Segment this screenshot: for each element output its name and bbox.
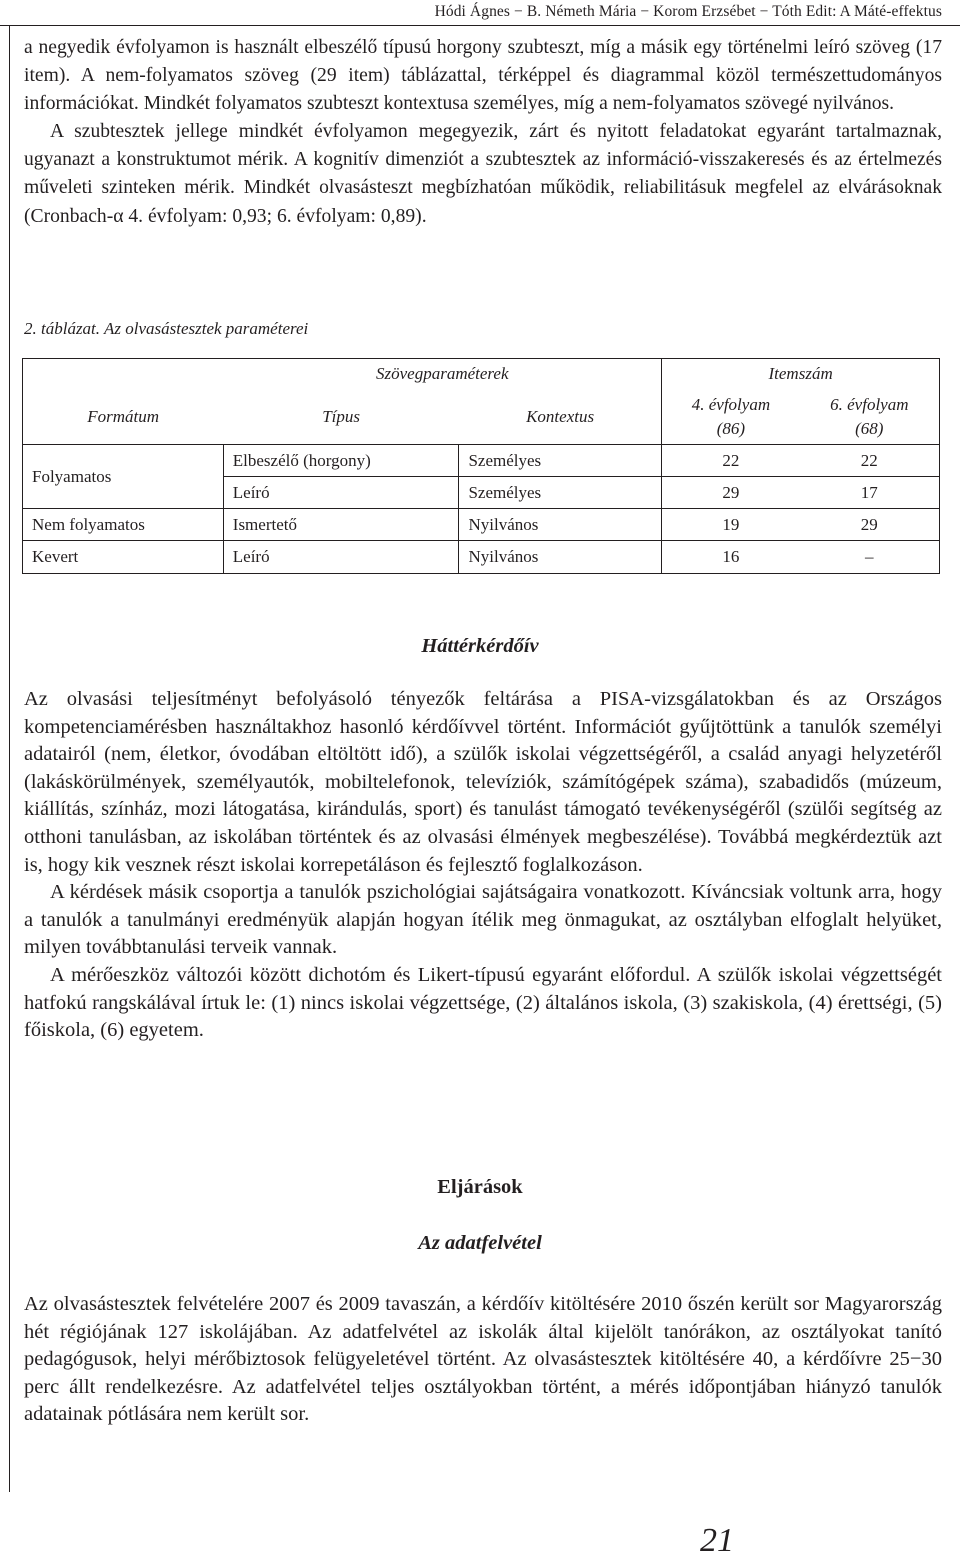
- table-row: [23, 445, 940, 477]
- background-questionnaire-heading: Háttérkérdőív: [421, 635, 539, 657]
- table-row: [23, 509, 940, 541]
- grade4-cell: 19: [662, 509, 800, 541]
- table-group-header-row: [23, 359, 940, 390]
- type-column-header: Típus: [223, 390, 459, 445]
- format-column-header: Formátum: [23, 390, 224, 445]
- context-cell: Nyilvános: [459, 509, 662, 541]
- intro-paragraph: a negyedik évfolyamon is használt elbeszélő típusú horgony szubteszt, míg a másik egy történelmi leíró szöveg (17 item). A nem-folyamatos szöveg (29 item) táblázattal, térképpel és diagrammal közöl természettudományos információkat. Mindkét folyamatos szubteszt kontextusa személyes, míg a nem-folyamatos szövegé nyilvános.: [24, 37, 942, 115]
- grade4-sample-size: (86): [716, 418, 746, 438]
- type-cell: Leíró: [223, 477, 459, 509]
- procedures-heading: Eljárások: [437, 1176, 523, 1198]
- running-header-text: Hódi Ágnes − B. Németh Mária − Korom Erzsébet − Tóth Edit: A Máté-effektus: [434, 3, 942, 20]
- left-margin-rule: [9, 26, 10, 1492]
- background-paragraph: A kérdések másik csoportja a tanulók pszichológiai sajátságaira vonatkozott. Kíváncsiak voltunk arra, hogy a tanulók a tanulmányi eredményük alapján hogyan ítélik meg önmagukat, az osztályban elfoglalt helyüket, milyen továbbtanulási terveik vannak.: [24, 881, 942, 959]
- procedures-text-block: [24, 1291, 942, 1429]
- context-cell: Személyes: [459, 445, 662, 477]
- format-cell-continuous: Folyamatos: [23, 445, 224, 509]
- grade6-column-header: [800, 390, 940, 445]
- grade6-cell: 22: [800, 445, 940, 477]
- grade6-cell: 17: [800, 477, 940, 509]
- text-parameters-header: Szövegparaméterek: [223, 359, 661, 390]
- data-collection-subheading: Az adatfelvétel: [418, 1232, 542, 1254]
- format-cell: Nem folyamatos: [23, 509, 224, 541]
- table-caption: 2. táblázat. Az olvasástesztek paraméterei: [24, 319, 309, 338]
- table-column-header-row: [23, 390, 940, 445]
- subtests-paragraph: A szubtesztek jellege mindkét évfolyamon megegyezik, zárt és nyitott feladatokat egyaránt tartalmaznak, ugyanazt a konstruktumot mérik. A kognitív dimenziót a szubtesztek az információ-visszakeresés és az értelmezés műveleti szinteken mérik. Mindkét olvasásteszt megbízhatóan működik, reliabilitásuk megfelel az elvárásoknak (Cronbach-α 4. évfolyam: 0,93; 6. évfolyam: 0,89).: [24, 121, 942, 227]
- intro-text-block: [24, 34, 942, 231]
- grade6-label: 6. évfolyam: [830, 394, 909, 414]
- format-cell: Kevert: [23, 541, 224, 574]
- type-cell: Ismertető: [223, 509, 459, 541]
- page-number: 21: [700, 1522, 734, 1559]
- context-cell: Nyilvános: [459, 541, 662, 574]
- grade6-cell: 29: [800, 509, 940, 541]
- grade4-cell: 29: [662, 477, 800, 509]
- grade4-column-header: [662, 390, 800, 445]
- grade4-label: 4. évfolyam: [691, 394, 771, 414]
- grade4-cell: 22: [662, 445, 800, 477]
- context-cell: Személyes: [459, 477, 662, 509]
- parameters-table: [22, 358, 940, 574]
- type-cell: Elbeszélő (horgony): [223, 445, 459, 477]
- background-text-block: [24, 686, 942, 1045]
- running-header: [0, 0, 960, 30]
- grade4-cell: 16: [662, 541, 800, 574]
- context-column-header: Kontextus: [459, 390, 662, 445]
- data-collection-paragraph: Az olvasástesztek felvételére 2007 és 2009 tavaszán, a kérdőív kitöltésére 2010 őszén került sor Magyarország hét régiójának 127 iskolájában. Az adatfelvétel az iskolák által kijelölt tanórákon, az osztályokat tanító pedagógusok, helyi mérőbiztosok felügyeletével történt. Az olvasástesztek kitöltésére 40, a kérdőívre 25−30 perc állt rendelkezésre. Az adatfelvétel teljes osztályokban történt, a mérés időpontjában hiányzó tanulók adatainak pótlására nem került sor.: [24, 1293, 942, 1426]
- grade6-sample-size: (68): [855, 418, 884, 438]
- table-row: [23, 541, 940, 574]
- item-count-header: Itemszám: [662, 359, 940, 390]
- grade6-cell: –: [800, 541, 940, 574]
- header-rule: [0, 25, 960, 26]
- type-cell: Leíró: [223, 541, 459, 574]
- background-paragraph: Az olvasási teljesítményt befolyásoló tényezők feltárása a PISA-vizsgálatokban és az Országos kompetenciamérésben használtakhoz hasonló kérdőívvel történt. Információt gyűjtöttünk a tanulók személyi adatairól (nem, életkor, óvodában eltöltött idő), a szülők iskolai végzettségéről, a család anyagi helyzetéről (lakáskörülmények, személyautók, mobiltelefonok, televíziók, számítógépek száma), szabadidős (múzeum, kiállítás, színház, mozi látogatása, kirándulás, sport) és tanulást támogató tevékenységéről (szülői segítség az otthoni tanulásban, az iskolában történtek és az olvasási élmények megbeszélése). Továbbá megkérdeztük azt is, hogy kik vesznek részt iskolai korrepetáláson és fejlesztő foglalkozáson.: [24, 688, 942, 876]
- background-paragraph: A mérőeszköz változói között dichotóm és Likert-típusú egyaránt előfordul. A szülők iskolai végzettségét hatfokú rangskálával írtuk le: (1) nincs iskolai végzettsége, (2) általános iskola, (3) szakiskola, (4) érettségi, (5) főiskola, (6) egyetem.: [24, 963, 942, 1042]
